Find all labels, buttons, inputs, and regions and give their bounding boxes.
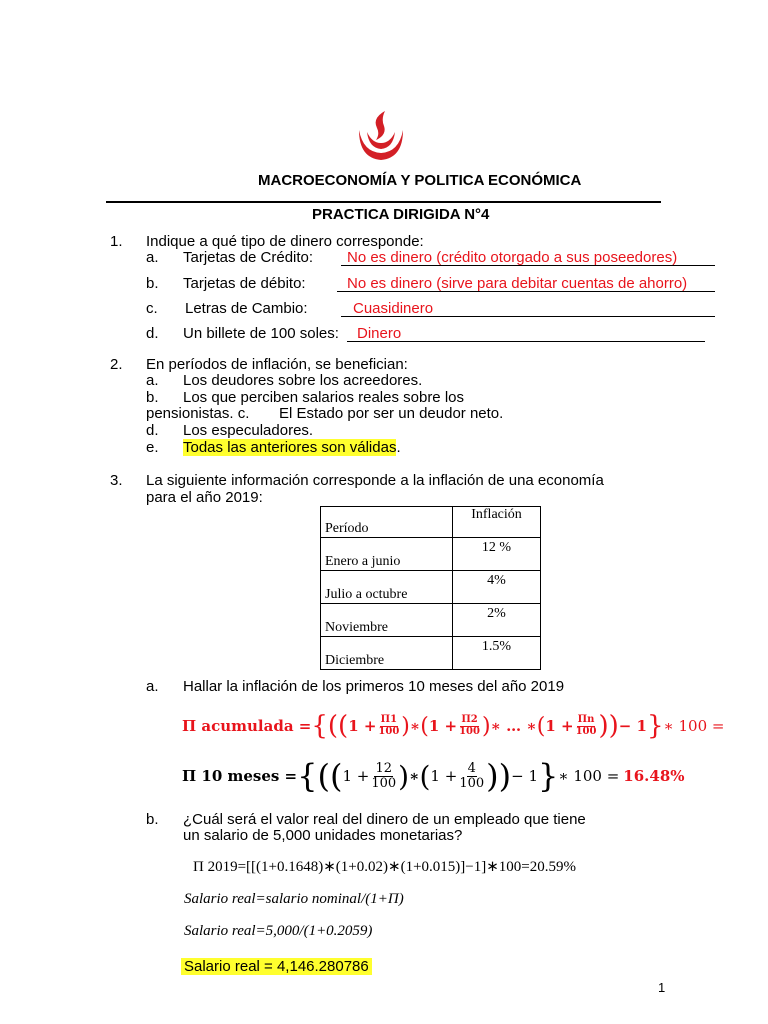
q1-item-label: Tarjetas de Crédito: <box>183 249 314 266</box>
q1-item-label: Letras de Cambio: <box>185 300 308 317</box>
q2-option-text: Los deudores sobre los acreedores. <box>183 372 423 389</box>
formula-term: − 1 <box>618 717 647 735</box>
formula-result: 16.48% <box>623 767 685 785</box>
formula-term: 1 + <box>348 717 377 735</box>
annual-inflation-equation: Π 2019=[[(1+0.1648)∗(1+0.02)∗(1+0.015)]−1]∗100=20.59% <box>193 859 576 875</box>
formula-operator: ∗ <box>409 767 420 785</box>
answer-period: . <box>396 439 401 456</box>
fraction: $\frac{\Pi 1}{100}$ <box>378 714 400 737</box>
answer-underline <box>347 341 705 342</box>
table-header-row <box>321 507 541 538</box>
table-header-cell: Inflación <box>453 507 541 538</box>
table-cell: Julio a octubre <box>321 571 453 604</box>
document-title: MACROECONOMÍA Y POLITICA ECONÓMICA <box>258 172 582 189</box>
q2-correct-answer <box>183 439 401 456</box>
formula-operator: ∗ … ∗ <box>490 717 537 735</box>
q2-text: En períodos de inflación, se benefician: <box>146 356 408 373</box>
table-row <box>321 637 541 670</box>
q1-number: 1. <box>110 233 123 250</box>
q3-part-text: ¿Cuál será el valor real del dinero de un empleado que tiene <box>183 811 586 828</box>
answer-underline <box>337 291 715 292</box>
q2-option-letter: a. <box>146 372 159 389</box>
table-cell: 2% <box>453 604 541 637</box>
formula-operator: ∗ <box>409 717 421 735</box>
table-cell: 12 % <box>453 538 541 571</box>
table-row <box>321 604 541 637</box>
formula-lhs: Π acumulada = <box>182 717 312 735</box>
table-cell: 4% <box>453 571 541 604</box>
table-header-cell: Período <box>321 507 453 538</box>
page-number: 1 <box>658 980 666 995</box>
formula-term: 1 + <box>545 717 574 735</box>
formula-lhs: Π 10 meses = <box>182 767 298 785</box>
table-cell: Diciembre <box>321 637 453 670</box>
q1-item-letter: c. <box>146 300 158 317</box>
fraction: $\frac{12}{100}$ <box>371 760 397 791</box>
ten-month-inflation-formula: Π 10 meses = {(( 1 + $\frac{12}{100}$ ) ∗ ( 1 + $\frac{4}{100}$ )) − 1 } ∗ 100 = 16.48% <box>182 757 685 795</box>
q2-option-continuation: pensionistas. c. <box>146 405 250 422</box>
q1-item-label: Un billete de 100 soles: <box>183 325 339 342</box>
title-divider <box>106 201 661 203</box>
fraction: $\frac{4}{100}$ <box>459 760 485 791</box>
table-cell: Enero a junio <box>321 538 453 571</box>
q1-item-answer: No es dinero (crédito otorgado a sus poseedores) <box>347 249 678 266</box>
q3-part-text: un salario de 5,000 unidades monetarias? <box>183 827 463 844</box>
q2-option-letter: b. <box>146 389 159 406</box>
inflation-table <box>320 506 541 670</box>
q2-number: 2. <box>110 356 123 373</box>
highlighted-answer: Todas las anteriores son válidas <box>183 439 397 456</box>
q2-option-text: Los especuladores. <box>183 422 314 439</box>
table-cell: Noviembre <box>321 604 453 637</box>
q1-item-letter: a. <box>146 249 159 266</box>
formula-term: 1 + <box>342 767 370 785</box>
q3-part-text: Hallar la inflación de los primeros 10 meses del año 2019 <box>183 678 565 695</box>
q3-text-line: para el año 2019: <box>146 489 263 506</box>
answer-underline <box>341 316 715 317</box>
table-cell: 1.5% <box>453 637 541 670</box>
formula-term: 1 + <box>428 717 458 735</box>
accumulated-inflation-formula: Π acumulada = {(( 1 + $\frac{\Pi 1}{100}$ ) ∗ ( 1 + $\frac{\Pi 2}{100}$ ) ∗ … ∗ ( 1 + $\frac{\Pi n}{100}$ )) − 1 } ∗ 100 = <box>182 711 725 741</box>
formula-term: ∗ 100 = <box>663 717 725 735</box>
q2-option-letter: e. <box>146 439 159 456</box>
q3-number: 3. <box>110 472 123 489</box>
fraction: $\frac{\Pi 2}{100}$ <box>459 714 480 737</box>
table-row <box>321 571 541 604</box>
fraction: $\frac{\Pi n}{100}$ <box>575 714 597 737</box>
real-salary-answer: Salario real = 4,146.280786 <box>181 958 372 975</box>
q1-item-letter: d. <box>146 325 159 342</box>
q2-option-text: El Estado por ser un deudor neto. <box>279 405 504 422</box>
real-salary-substitution: Salario real=5,000/(1+0.2059) <box>184 923 373 939</box>
formula-term: ∗ 100 = <box>558 767 620 785</box>
university-logo <box>355 108 407 164</box>
q1-item-answer: Dinero <box>357 325 402 342</box>
q2-option-text: Los que perciben salarios reales sobre los <box>183 389 464 406</box>
q1-item-label: Tarjetas de débito: <box>183 275 306 292</box>
real-salary-definition: Salario real=salario nominal/(1+Π) <box>184 891 404 907</box>
q3-part-letter: b. <box>146 811 159 828</box>
q1-text: Indique a qué tipo de dinero corresponde: <box>146 233 424 250</box>
q3-part-letter: a. <box>146 678 159 695</box>
answer-underline <box>341 265 715 266</box>
table-row <box>321 538 541 571</box>
formula-term: − 1 <box>511 767 538 785</box>
q2-option-letter: d. <box>146 422 159 439</box>
q1-item-answer: Cuasidinero <box>353 300 434 317</box>
document-subtitle: PRACTICA DIRIGIDA N°4 <box>312 206 490 223</box>
q1-item-letter: b. <box>146 275 159 292</box>
q3-text-line: La siguiente información corresponde a la inflación de una economía <box>146 472 604 489</box>
q1-item-answer: No es dinero (sirve para debitar cuentas de ahorro) <box>347 275 688 292</box>
formula-term: 1 + <box>430 767 458 785</box>
